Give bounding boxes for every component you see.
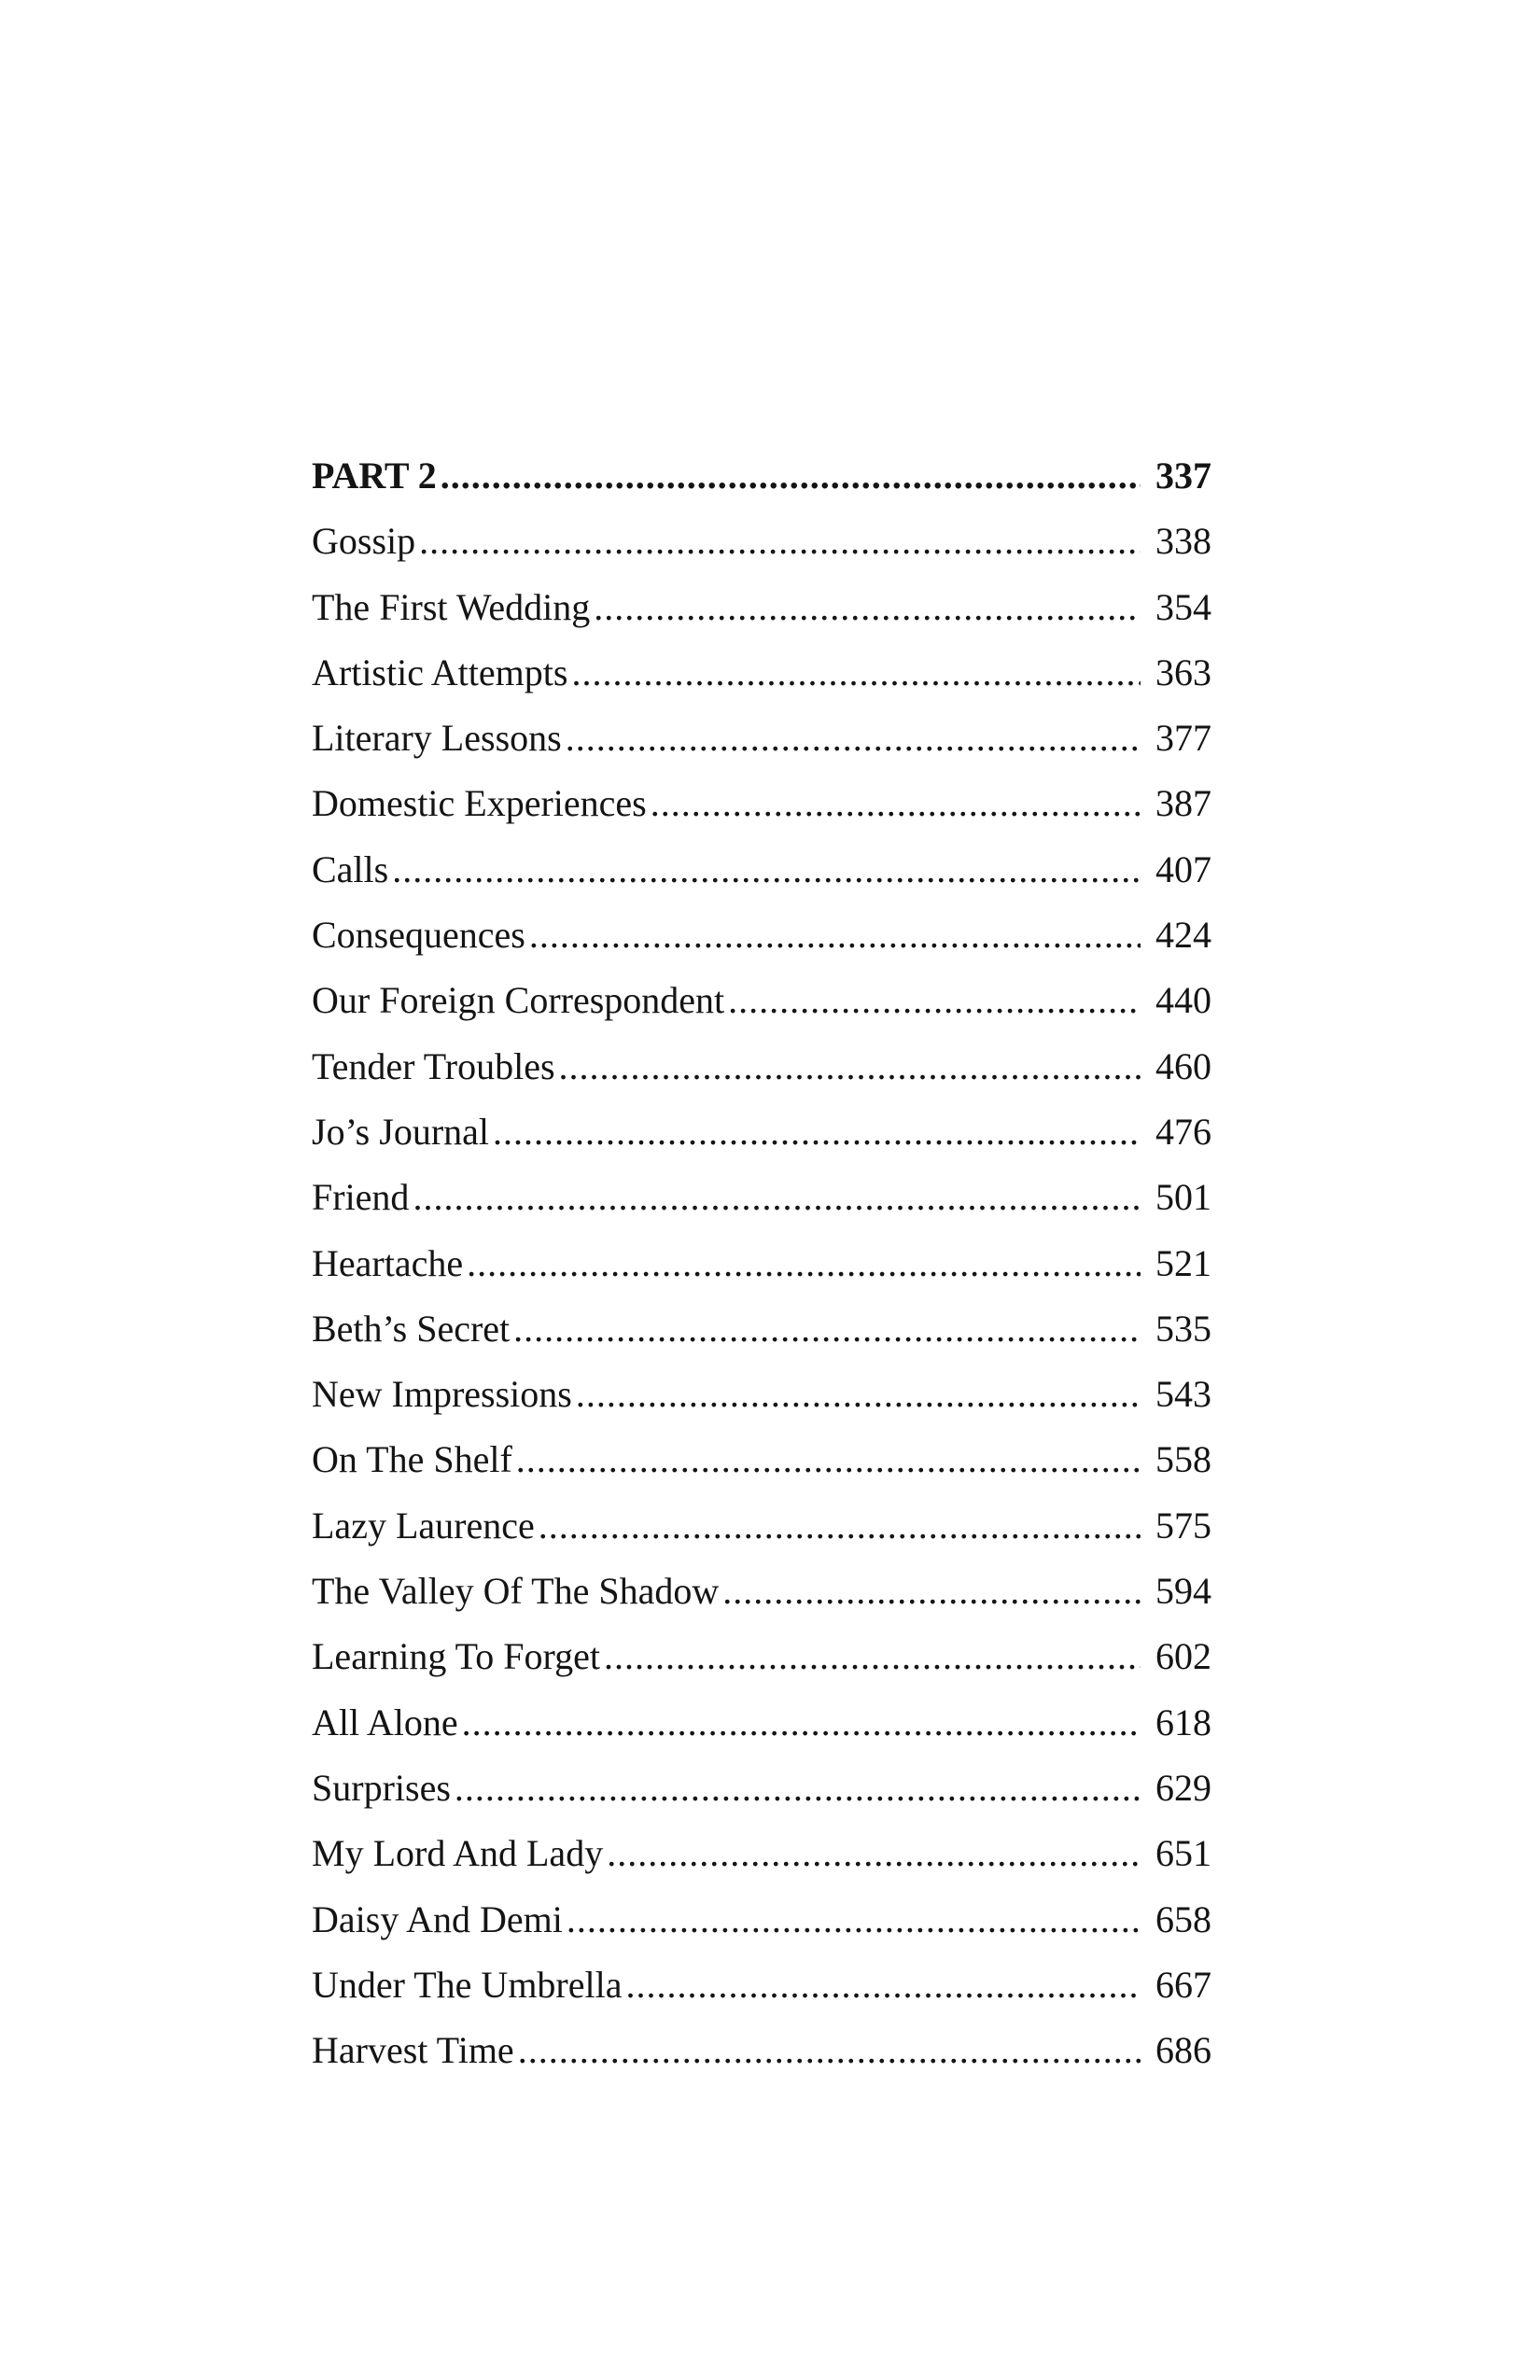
dot-leader <box>567 1887 1141 1953</box>
toc-entry-page-number: 363 <box>1155 651 1211 693</box>
toc-entry <box>312 1362 1211 1427</box>
toc-part-heading <box>312 443 1211 509</box>
toc-entry-page-number: 602 <box>1155 1635 1211 1678</box>
dot-leader <box>576 1362 1141 1427</box>
toc-entry-page-number: 558 <box>1155 1438 1211 1481</box>
toc-entry-page-number: 476 <box>1155 1110 1211 1153</box>
toc-entry-page-number: 440 <box>1155 979 1211 1022</box>
toc-entry <box>312 1034 1211 1099</box>
toc-entry <box>312 1821 1211 1886</box>
toc-entry-title: Friend <box>312 1176 410 1219</box>
toc-entry-title: The First Wedding <box>312 585 591 628</box>
toc-entry-page-number: 387 <box>1155 782 1211 825</box>
dot-leader <box>728 968 1141 1033</box>
dot-leader <box>539 1493 1141 1559</box>
table-of-contents <box>312 443 1211 2083</box>
toc-entry-title: Calls <box>312 847 389 890</box>
toc-entry-title: Jo’s Journal <box>312 1110 489 1153</box>
dot-leader <box>604 1624 1141 1689</box>
toc-entry <box>312 575 1211 640</box>
toc-entry-title: Consequences <box>312 914 525 957</box>
toc-entry-page-number: 594 <box>1155 1570 1211 1613</box>
toc-entry-page-number: 338 <box>1155 520 1211 563</box>
toc-entry-page-number: 424 <box>1155 914 1211 957</box>
toc-entry <box>312 1624 1211 1689</box>
toc-entry-title: Harvest Time <box>312 2029 514 2072</box>
dot-leader <box>566 706 1141 771</box>
toc-entry-page-number: 407 <box>1155 847 1211 890</box>
dot-leader <box>513 1296 1141 1362</box>
dot-leader <box>594 575 1141 640</box>
toc-entry-page-number: 354 <box>1155 585 1211 628</box>
toc-entry-page-number: 575 <box>1155 1504 1211 1547</box>
toc-entry-page-number: 686 <box>1155 2029 1211 2072</box>
toc-entry-title: Artistic Attempts <box>312 651 568 693</box>
toc-entry-title: Tender Troubles <box>312 1044 555 1087</box>
toc-entry <box>312 1099 1211 1165</box>
dot-leader <box>518 2018 1141 2083</box>
toc-entry-title: Learning To Forget <box>312 1635 601 1678</box>
toc-entry-title: My Lord And Lady <box>312 1832 604 1875</box>
toc-entry <box>312 1165 1211 1230</box>
toc-entry-page-number: 618 <box>1155 1701 1211 1743</box>
toc-entry-title: On The Shelf <box>312 1438 512 1481</box>
toc-entry-title: Gossip <box>312 520 416 563</box>
toc-entry <box>312 837 1211 903</box>
dot-leader <box>559 1034 1141 1099</box>
toc-entry-title: Heartache <box>312 1241 464 1284</box>
toc-entry-title: All Alone <box>312 1701 458 1743</box>
toc-entry-title: Beth’s Secret <box>312 1307 511 1350</box>
dot-leader <box>455 1756 1141 1821</box>
dot-leader <box>516 1427 1141 1492</box>
dot-leader <box>441 443 1141 509</box>
toc-entry-title: Surprises <box>312 1766 451 1809</box>
toc-entry-title: Under The Umbrella <box>312 1963 623 2006</box>
dot-leader <box>529 903 1141 968</box>
toc-entry <box>312 1756 1211 1821</box>
dot-leader <box>625 1953 1141 2018</box>
toc-entry-page-number: 460 <box>1155 1044 1211 1087</box>
toc-entry <box>312 903 1211 968</box>
toc-entry-page-number: 337 <box>1155 455 1211 497</box>
toc-entry <box>312 2018 1211 2083</box>
dot-leader <box>467 1231 1141 1296</box>
toc-entry-title: PART 2 <box>312 455 437 497</box>
toc-entry-title: Lazy Laurence <box>312 1504 535 1547</box>
toc-entry-page-number: 667 <box>1155 1963 1211 2006</box>
toc-entry <box>312 640 1211 706</box>
dot-leader <box>392 837 1141 903</box>
dot-leader <box>607 1821 1141 1886</box>
toc-entry-title: The Valley Of The Shadow <box>312 1570 720 1613</box>
toc-entry-page-number: 501 <box>1155 1176 1211 1219</box>
dot-leader <box>493 1099 1141 1165</box>
toc-entry <box>312 1231 1211 1296</box>
toc-entry-title: Our Foreign Correspondent <box>312 979 725 1022</box>
toc-entry <box>312 1690 1211 1756</box>
toc-entry <box>312 1427 1211 1492</box>
toc-entry <box>312 1953 1211 2018</box>
toc-entry <box>312 1887 1211 1953</box>
toc-entry-page-number: 535 <box>1155 1307 1211 1350</box>
dot-leader <box>462 1690 1141 1756</box>
toc-entry-title: New Impressions <box>312 1373 572 1416</box>
toc-entry <box>312 1296 1211 1362</box>
toc-entry <box>312 509 1211 574</box>
toc-entry-title: Daisy And Demi <box>312 1897 563 1940</box>
dot-leader <box>413 1165 1141 1230</box>
toc-entry <box>312 771 1211 836</box>
toc-entry-page-number: 629 <box>1155 1766 1211 1809</box>
toc-entry-page-number: 651 <box>1155 1832 1211 1875</box>
toc-entry-page-number: 543 <box>1155 1373 1211 1416</box>
toc-entry-title: Literary Lessons <box>312 717 562 760</box>
toc-entry <box>312 1559 1211 1624</box>
toc-entry-page-number: 521 <box>1155 1241 1211 1284</box>
dot-leader <box>651 771 1141 836</box>
toc-entry <box>312 706 1211 771</box>
toc-entry <box>312 968 1211 1033</box>
toc-entry-page-number: 658 <box>1155 1897 1211 1940</box>
toc-entry-page-number: 377 <box>1155 717 1211 760</box>
toc-entry <box>312 1493 1211 1559</box>
dot-leader <box>722 1559 1141 1624</box>
dot-leader <box>419 509 1141 574</box>
toc-entry-title: Domestic Experiences <box>312 782 647 825</box>
dot-leader <box>571 640 1141 706</box>
